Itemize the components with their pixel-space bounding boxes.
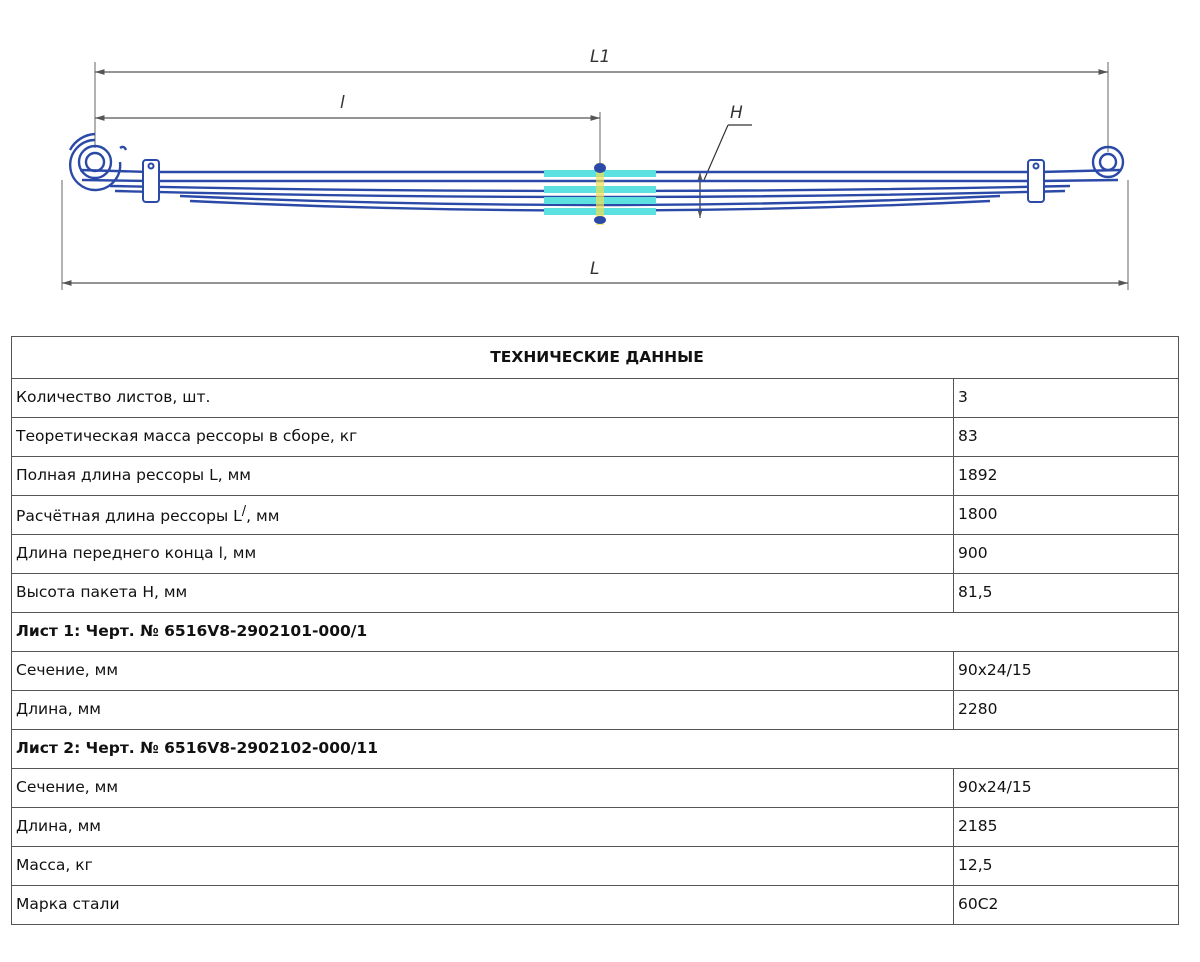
table-row: [12, 847, 1179, 886]
table-row: [12, 691, 1179, 730]
leaf1-header-row: [12, 613, 1179, 652]
table-title-row: [12, 337, 1179, 379]
row-value: 2185: [954, 808, 1179, 847]
row-label: Сечение, мм: [12, 769, 954, 808]
table-row: [12, 496, 1179, 535]
table-row: [12, 808, 1179, 847]
row-value: 900: [954, 535, 1179, 574]
leaf2-header-row: [12, 730, 1179, 769]
row-value: 90x24/15: [954, 652, 1179, 691]
row-value: 1800: [954, 496, 1179, 535]
table-row: [12, 886, 1179, 925]
row-value: 1892: [954, 457, 1179, 496]
row-value: 81,5: [954, 574, 1179, 613]
dimension-l: [62, 259, 1128, 283]
row-label: Масса, кг: [12, 847, 954, 886]
row-value: 60С2: [954, 886, 1179, 925]
row-value: 90x24/15: [954, 769, 1179, 808]
row-label: Марка стали: [12, 886, 954, 925]
row-value: 12,5: [954, 847, 1179, 886]
table-row: [12, 535, 1179, 574]
table-title: ТЕХНИЧЕСКИЕ ДАННЫЕ: [12, 337, 1179, 379]
dimension-l-label: L: [590, 259, 600, 279]
table-row: [12, 652, 1179, 691]
dimension-front-end-label: l: [340, 93, 345, 113]
row-value: 2280: [954, 691, 1179, 730]
table-row: [12, 457, 1179, 496]
row-label: Высота пакета H, мм: [12, 574, 954, 613]
row-label: Длина, мм: [12, 808, 954, 847]
dimension-front-end: [95, 93, 600, 118]
center-clamp: [544, 163, 656, 225]
table-row: [12, 379, 1179, 418]
dimension-l1: [95, 47, 1108, 72]
leaf2-header: Лист 2: Черт. № 6516V8-2902102-000/11: [12, 730, 1179, 769]
table-row: [12, 574, 1179, 613]
row-label: Длина переднего конца l, мм: [12, 535, 954, 574]
technical-data-table: [11, 336, 1179, 925]
dimension-h-label: H: [730, 103, 743, 123]
row-label: Расчётная длина рессоры L/, мм: [12, 496, 954, 535]
row-value: 3: [954, 379, 1179, 418]
row-label: Сечение, мм: [12, 652, 954, 691]
row-label: Полная длина рессоры L, мм: [12, 457, 954, 496]
dimension-l1-label: L1: [590, 47, 611, 67]
row-label: Длина, мм: [12, 691, 954, 730]
table-row: [12, 769, 1179, 808]
row-label: Количество листов, шт.: [12, 379, 954, 418]
row-value: 83: [954, 418, 1179, 457]
leaf1-header: Лист 1: Черт. № 6516V8-2902101-000/1: [12, 613, 1179, 652]
dimension-h: [700, 103, 752, 218]
row-label: Теоретическая масса рессоры в сборе, кг: [12, 418, 954, 457]
leaf-spring-drawing: [0, 0, 1200, 310]
table-row: [12, 418, 1179, 457]
